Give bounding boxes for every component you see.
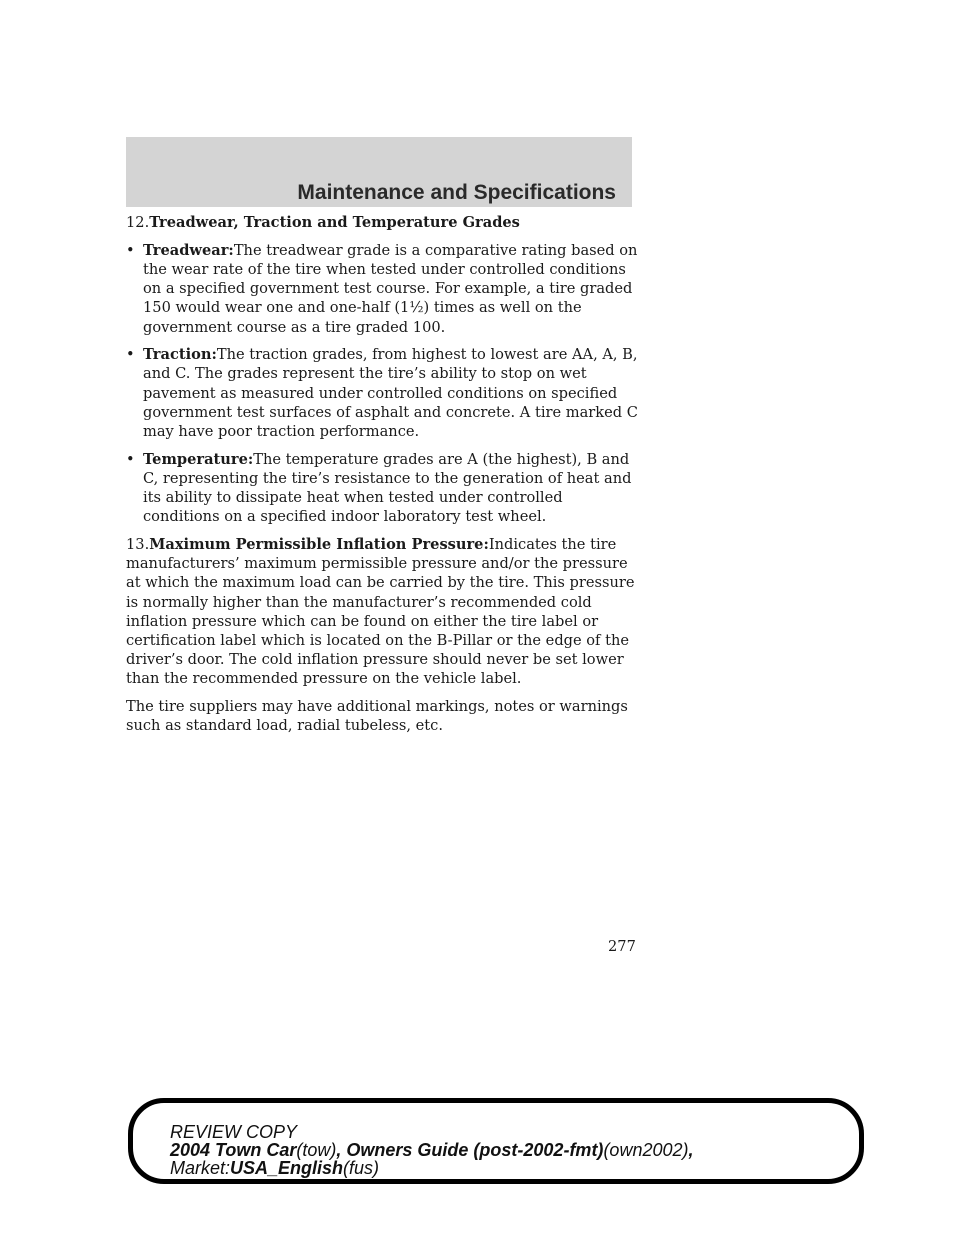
- item-13-paragraph: [126, 535, 642, 689]
- footer-line-2: 2004 Town Car(tow), Owners Guide (post-2002-fmt)(own2002),: [170, 1140, 694, 1160]
- item-13-title: Maximum Permissible Inflation Pressure:: [149, 536, 489, 554]
- bullet-dot: •: [126, 450, 135, 468]
- bullet-text: The treadwear grade is a comparative rating based on the wear rate of the tire when tested under controlled conditions on a specified government test course. For example, a tire graded 150 would wear one and one-half (1½) times as well on the government course as a tire graded 100.: [143, 241, 638, 336]
- section-header-band: [126, 137, 632, 207]
- bullet-term: Treadwear:: [143, 241, 234, 259]
- review-copy-footer: [128, 1098, 864, 1184]
- bullet-treadwear: [126, 241, 642, 337]
- page-body: [126, 213, 642, 744]
- bullet-term: Temperature:: [143, 450, 254, 468]
- bullet-term: Traction:: [143, 346, 217, 364]
- bullet-text: The temperature grades are A (the highest), B and C, representing the tire’s resistance to the generation of heat and its ability to dissipate heat when tested under controlled conditions on a specified indoor laboratory test wheel.: [143, 450, 632, 526]
- item-13-text: Indicates the tire manufacturers’ maximum permissible pressure and/or the pressure at which the maximum load can be carried by the tire. This pressure is normally higher than the manufacturer’s recommended cold inflation pressure which can be found on either the tire label or certification label which is located on the B-Pillar or the edge of the driver’s door. The cold inflation pressure should never be set lower than the recommended pressure on the vehicle label.: [126, 536, 635, 688]
- item-12-heading: [126, 213, 642, 232]
- footer-text: [170, 1123, 694, 1177]
- item-12-title: Treadwear, Traction and Temperature Grades: [149, 214, 520, 231]
- closing-paragraph: The tire suppliers may have additional markings, notes or warnings such as standard load, radial tubeless, etc.: [126, 698, 628, 735]
- bullet-dot: •: [126, 346, 135, 364]
- item-12-number: 12.: [126, 214, 150, 231]
- bullet-text: The traction grades, from highest to lowest are AA, A, B, and C. The grades represent the tire’s ability to stop on wet pavement as measured under controlled conditions on specified government test surfaces of asphalt and concrete. A tire marked C may have poor traction performance.: [143, 346, 638, 441]
- bullet-temperature: [126, 450, 642, 527]
- page-number: 277: [608, 938, 636, 955]
- footer-review-copy: REVIEW COPY: [170, 1122, 298, 1142]
- section-title: Maintenance and Specifications: [297, 181, 616, 204]
- footer-line-3: Market:USA_English(fus): [170, 1158, 380, 1178]
- item-13-number: 13.: [126, 536, 150, 554]
- bullet-traction: [126, 345, 642, 441]
- bullet-dot: •: [126, 241, 135, 259]
